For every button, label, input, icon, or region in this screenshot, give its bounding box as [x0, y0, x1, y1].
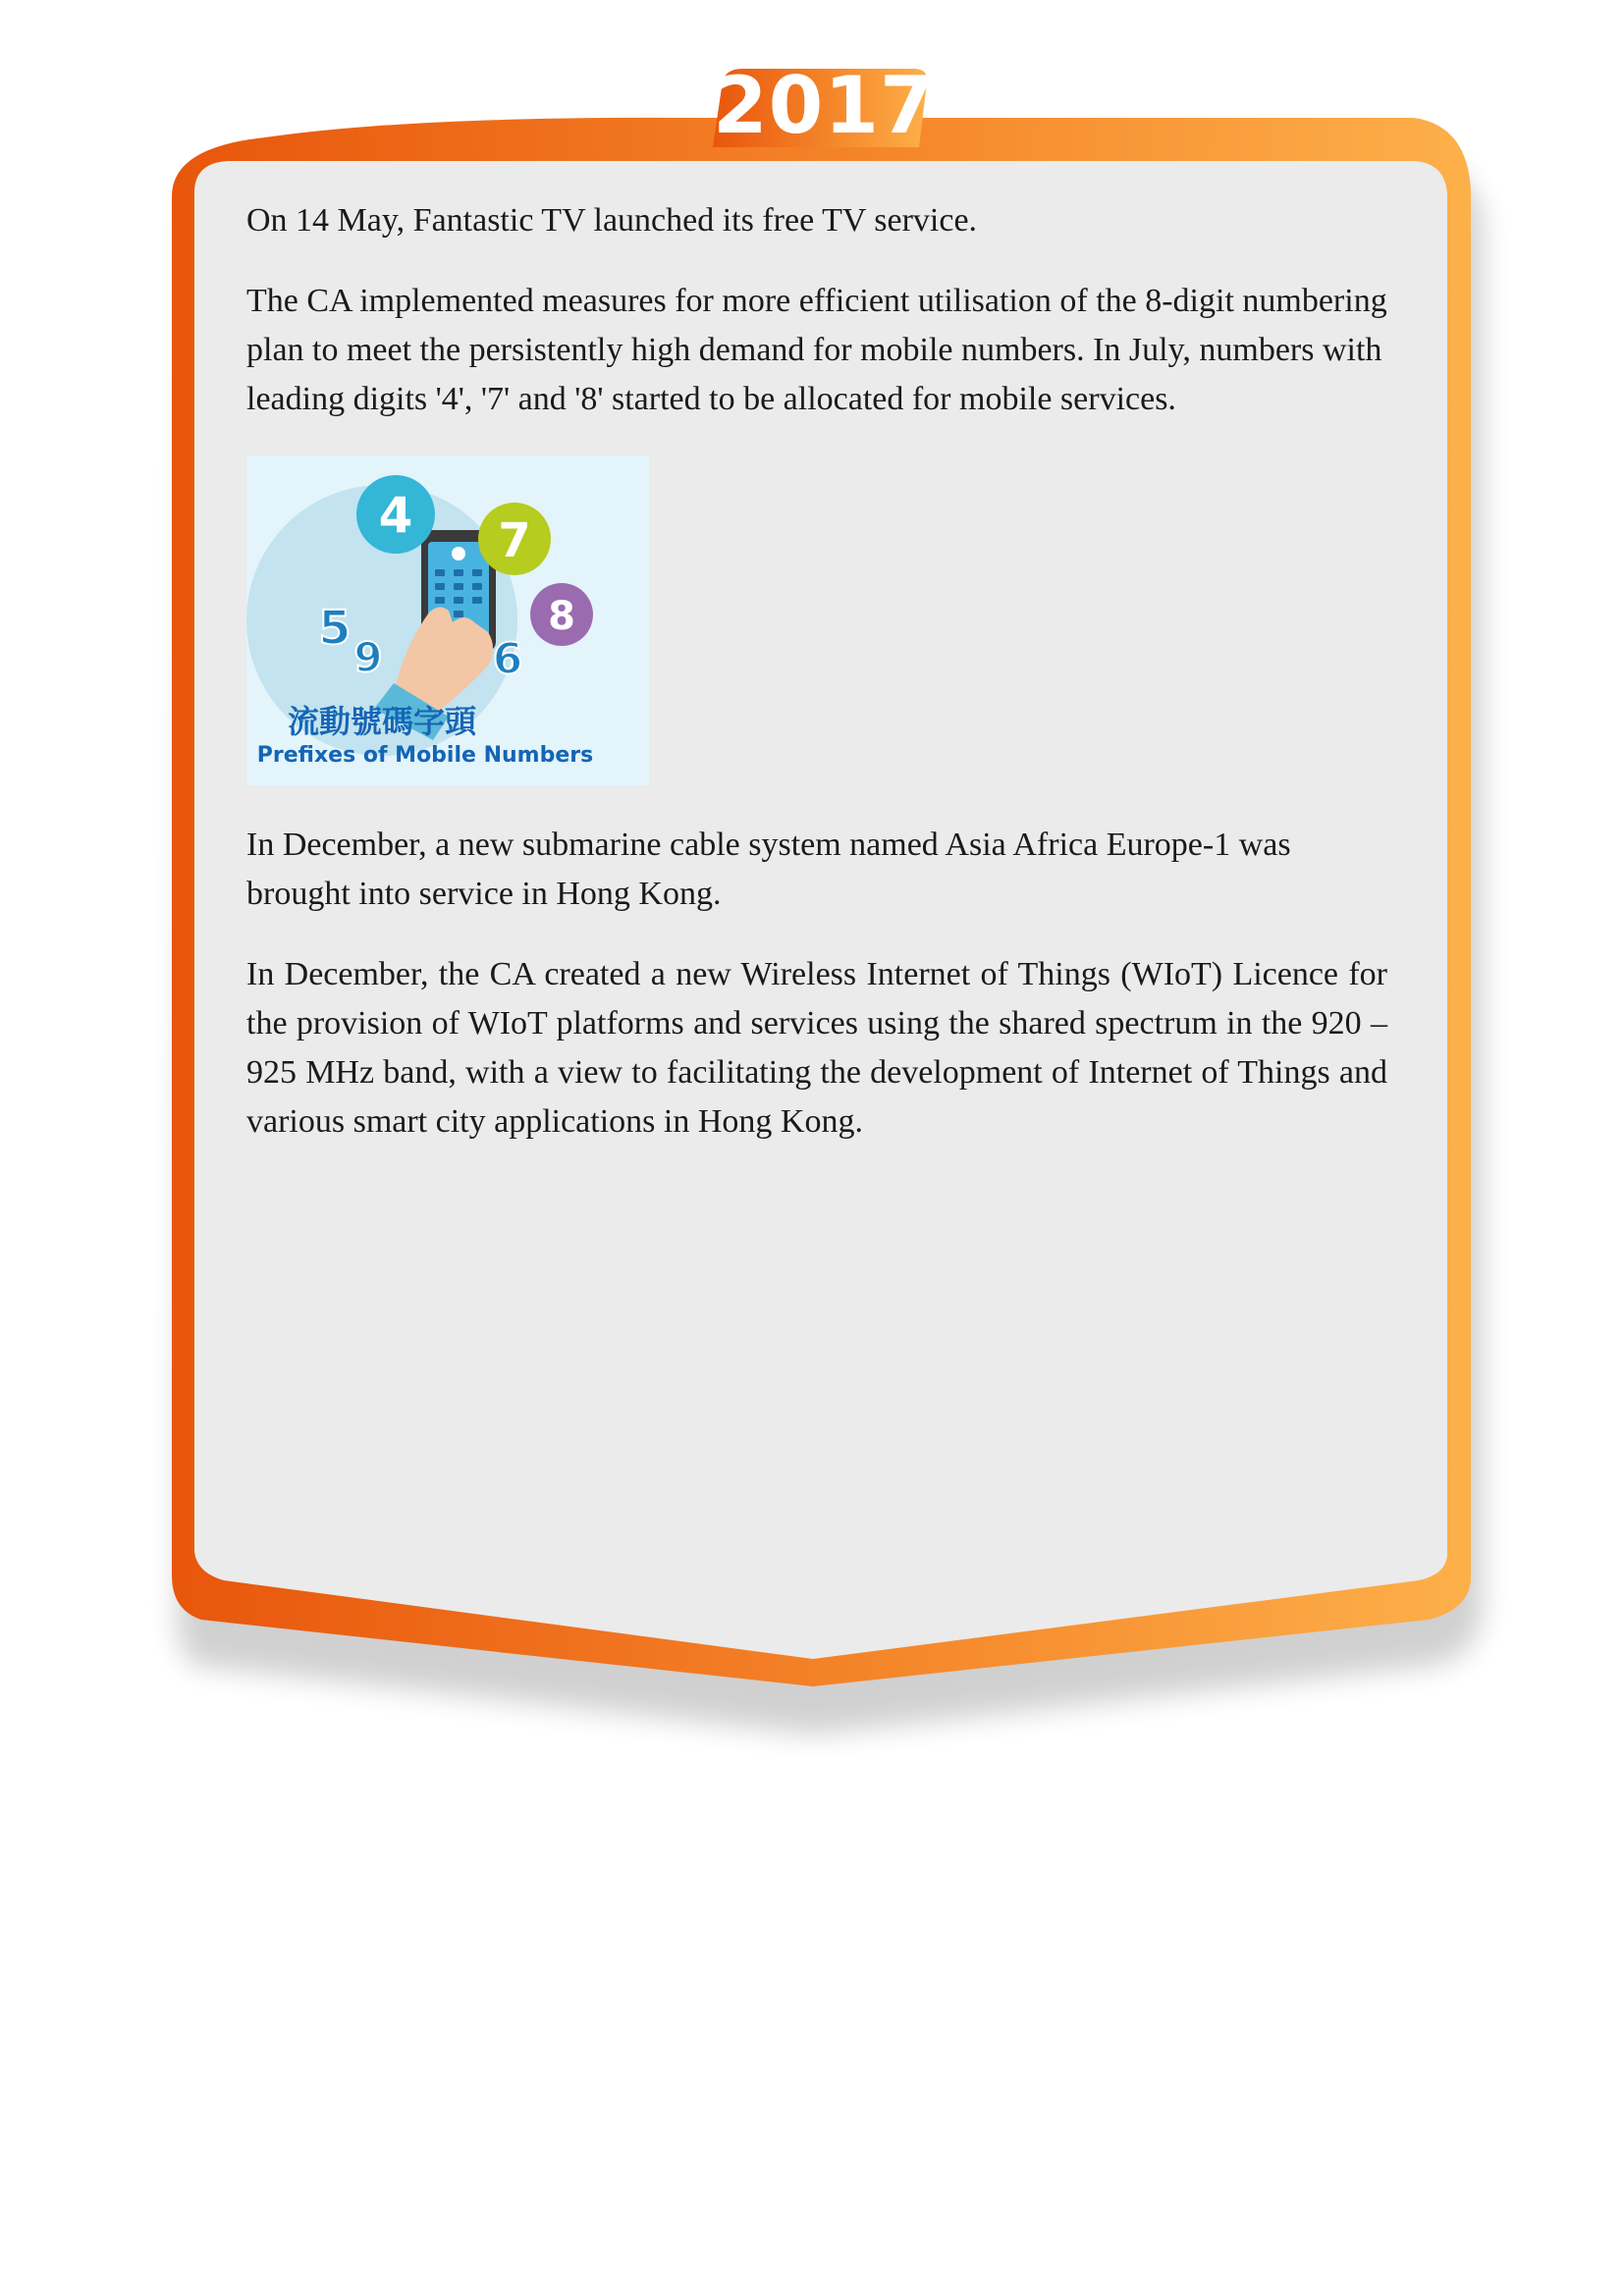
year-label: 2017 — [713, 60, 936, 151]
entry-fantastic-tv: On 14 May, Fantastic TV launched its free TV service. — [246, 202, 978, 239]
digit-4: 4 — [378, 487, 413, 544]
entry-submarine-cable: In December, a new submarine cable system named Asia Africa Europe-1 was brought into service in Hong Kong. — [246, 827, 1291, 912]
caption-chinese: 流動號碼字頭 — [287, 703, 477, 740]
entry-numbering-plan: The CA implemented measures for more efficient utilisation of the 8-digit numbering plan to meet the persistently high demand for mobile numbers. In July, numbers with leading digits '4', '7' and '8' started to be allocated for mobile services. — [246, 283, 1387, 417]
digit-9: 9 — [353, 633, 383, 681]
digit-7: 7 — [498, 513, 531, 568]
mobile-number-prefixes-illustration — [246, 455, 649, 785]
digit-8: 8 — [548, 594, 575, 639]
caption-english: Prefixes of Mobile Numbers — [256, 743, 594, 768]
digit-5: 5 — [318, 601, 352, 656]
card-content — [246, 196, 1387, 1178]
digit-6: 6 — [492, 634, 523, 684]
entry-wiot-licence: In December, the CA created a new Wireless Internet of Things (WIoT) Licence for the provision of WIoT platforms and services using the shared spectrum in the 920 – 925 MHz band, with a view to facilitating the development of Internet of Things and various smart city applications in Hong Kong. — [246, 956, 1387, 1140]
